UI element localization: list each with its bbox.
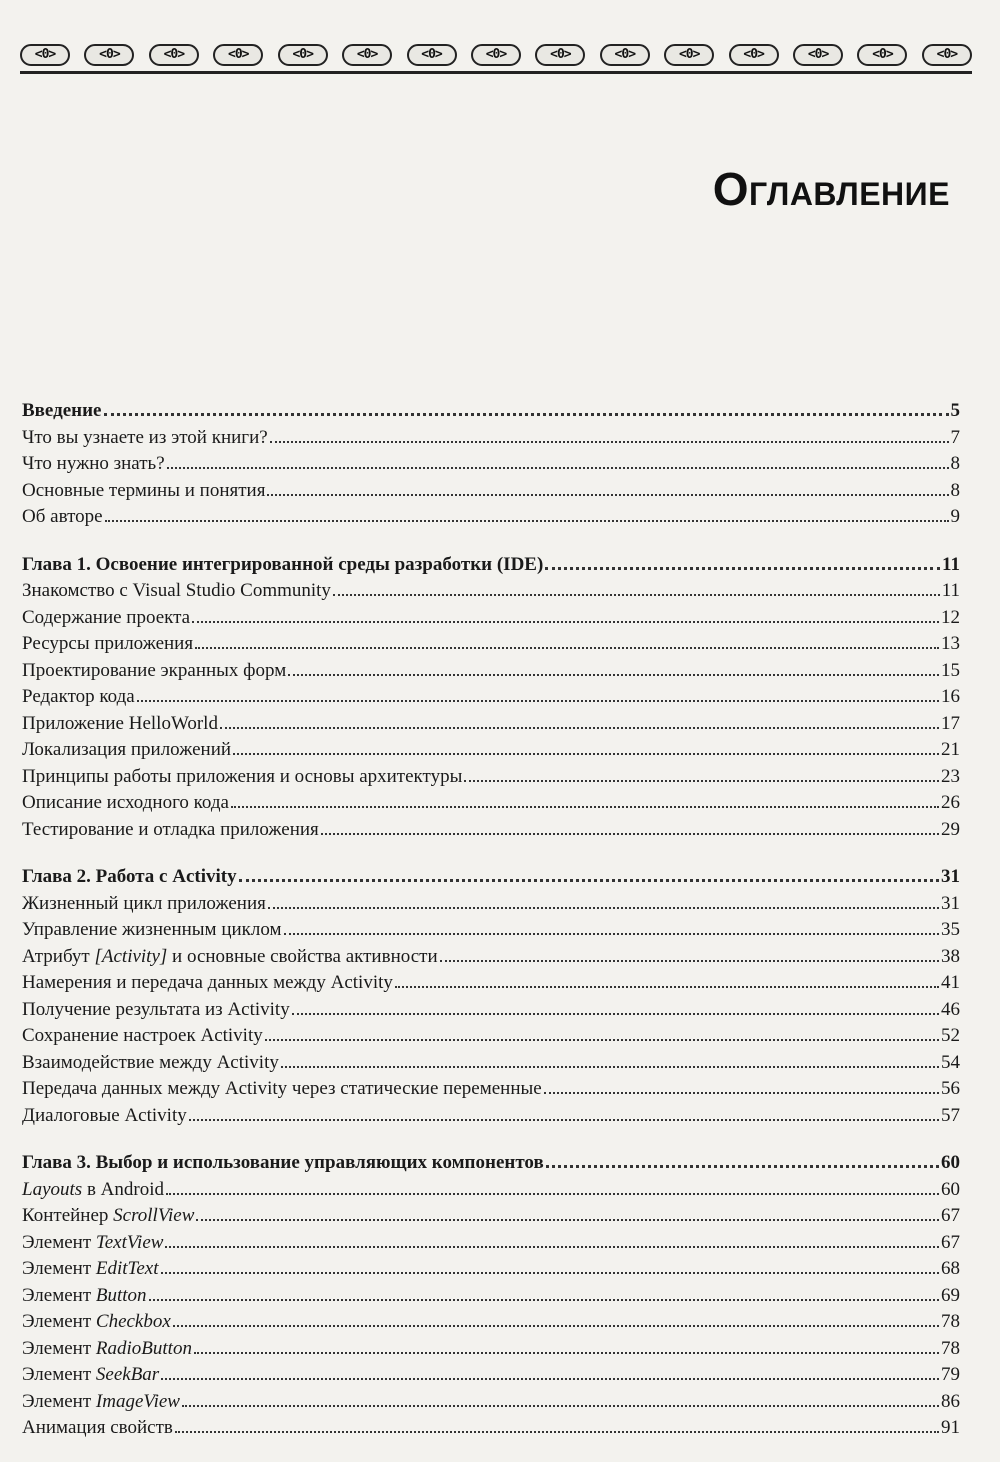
toc-dot-leader [395, 986, 939, 988]
toc-entry-title [22, 1285, 147, 1307]
toc-chapter-heading[interactable] [22, 554, 960, 581]
section-gap [22, 845, 960, 866]
toc-page-number: 23 [941, 765, 960, 787]
toc-entry-title [22, 1311, 171, 1333]
toc-entry-title: Жизненный цикл приложения [22, 892, 266, 914]
toc-entry[interactable] [22, 1205, 960, 1232]
toc-page-number: 56 [941, 1078, 960, 1099]
toc-entry[interactable] [22, 506, 960, 533]
toc-dot-leader [137, 700, 939, 702]
toc-dot-leader [268, 907, 939, 909]
toc-entry-title: Глава 2. Работа с Activity [22, 866, 237, 887]
toc-page-number: 31 [941, 866, 960, 887]
toc-entry-title-prefix: Элемент [22, 1311, 96, 1332]
toc-dot-leader [182, 1405, 939, 1407]
toc-dot-leader [166, 1193, 939, 1195]
toc-dot-leader [284, 933, 939, 935]
toc-entry[interactable] [22, 427, 960, 454]
toc-entry[interactable] [22, 1078, 960, 1105]
header-ornament: <0> [84, 44, 134, 66]
header-ornament: <0> [664, 44, 714, 66]
toc-dot-leader [104, 413, 949, 416]
toc-page-number: 68 [941, 1258, 960, 1279]
toc-page-number: 79 [941, 1364, 960, 1385]
toc-entry[interactable] [22, 580, 960, 607]
toc-dot-leader [464, 780, 939, 782]
toc-entry[interactable] [22, 453, 960, 480]
toc-page-number: 17 [941, 712, 960, 734]
toc-entry-title-prefix: Атрибут [22, 945, 95, 967]
toc-page-number: 31 [941, 892, 960, 914]
toc-entry[interactable] [22, 1025, 960, 1052]
toc-dot-leader [220, 727, 939, 729]
header-ornament: <0> [342, 44, 392, 66]
toc-dot-leader [265, 1039, 939, 1041]
toc-entry[interactable] [22, 1338, 960, 1365]
toc-page-number: 41 [941, 972, 960, 993]
header-ornament: <0> [793, 44, 843, 66]
toc-entry[interactable] [22, 1391, 960, 1418]
toc-page-number: 12 [941, 606, 960, 628]
toc-entry-title: Проектирование экранных форм [22, 659, 287, 681]
toc-entry-title-emphasis: Button [95, 1284, 147, 1306]
toc-dot-leader [546, 1165, 939, 1168]
toc-entry-title-emphasis: EditText [95, 1258, 159, 1279]
header-ornament: <0> [535, 44, 585, 66]
toc-entry[interactable] [22, 1285, 960, 1312]
toc-page-number: 67 [941, 1205, 960, 1226]
toc-dot-leader [105, 520, 949, 522]
toc-entry-title: Глава 1. Освоение интегрированной среды разработки (IDE) [22, 553, 544, 575]
toc-page-number: 35 [941, 919, 960, 940]
toc-entry-title: Тестирование и отладка приложения [22, 818, 319, 840]
toc-entry-title-prefix: Элемент [22, 1231, 96, 1253]
toc-entry-title-emphasis: Layouts [22, 1178, 83, 1200]
toc-entry-title: Что вы узнаете из этой книги? [22, 426, 268, 448]
header-ornament: <0> [20, 44, 70, 66]
toc-page-number: 5 [950, 400, 960, 421]
header-ornament: <0> [149, 44, 199, 66]
toc-dot-leader [281, 1066, 939, 1068]
toc-page-number: 29 [941, 818, 960, 840]
toc-dot-leader [175, 1431, 939, 1433]
toc-dot-leader [292, 1013, 939, 1015]
toc-entry-title-suffix: в Android [82, 1178, 164, 1200]
toc-entry-title: Управление жизненным циклом [22, 919, 282, 940]
toc-entry-title: Взаимодействие между Activity [22, 1051, 279, 1073]
header-rule [20, 71, 972, 74]
toc-entry-title [22, 1258, 159, 1280]
toc-dot-leader [267, 494, 948, 496]
toc-entry-title-prefix: Элемент [22, 1258, 96, 1279]
toc-page-number: 91 [941, 1417, 960, 1438]
toc-chapter-heading[interactable] [22, 866, 960, 893]
toc-entry-title-prefix: Элемент [22, 1390, 96, 1412]
toc-dot-leader [545, 567, 940, 570]
toc-page-number: 60 [941, 1178, 960, 1200]
toc-entry-title: Приложение HelloWorld [22, 712, 218, 734]
toc-entry-title-suffix: и основные свойства активности [167, 945, 438, 967]
toc-entry-title: Локализация приложений [22, 739, 232, 760]
section-gap [22, 533, 960, 554]
toc-page-number: 78 [941, 1337, 960, 1359]
header-ornament: <0> [278, 44, 328, 66]
toc-dot-leader [195, 647, 939, 649]
toc-page-number: 16 [941, 686, 960, 707]
toc-entry-title [22, 946, 438, 968]
toc-entry-title-prefix: Элемент [22, 1364, 96, 1385]
toc-entry[interactable] [22, 686, 960, 713]
header-ornament: <0> [857, 44, 907, 66]
toc-page-number: 26 [941, 792, 960, 813]
toc-entry-title-prefix: Элемент [22, 1284, 96, 1306]
toc-entry-title-prefix: Контейнер [22, 1205, 114, 1226]
toc-entry-title-emphasis: SeekBar [95, 1364, 160, 1385]
toc-page-number: 8 [950, 453, 960, 474]
header-ornament: <0> [471, 44, 521, 66]
toc-entry-title: Принципы работы приложения и основы архитектуры [22, 765, 463, 787]
toc-entry[interactable] [22, 1052, 960, 1079]
toc-entry-title: Сохранение настроек Activity [22, 1025, 263, 1046]
toc-dot-leader [321, 833, 939, 835]
toc-chapter-heading[interactable] [22, 1152, 960, 1179]
toc-dot-leader [270, 441, 949, 443]
toc-dot-leader [288, 674, 939, 676]
toc-page-number: 7 [950, 426, 960, 448]
toc-dot-leader [173, 1325, 939, 1327]
toc-entry-title [22, 1364, 159, 1386]
page-title: Оглавление [712, 163, 950, 215]
toc-entry-title [22, 1338, 192, 1360]
toc-dot-leader [239, 879, 939, 882]
toc-page-number: 69 [941, 1284, 960, 1306]
toc-page-number: 11 [941, 580, 960, 601]
toc-entry-title: Диалоговые Activity [22, 1104, 187, 1126]
toc-entry-title [22, 1179, 164, 1201]
toc-dot-leader [167, 467, 949, 469]
section-gap [22, 1131, 960, 1152]
header-band [20, 36, 972, 76]
toc-page-number: 46 [941, 998, 960, 1020]
toc-dot-leader [189, 1119, 939, 1121]
toc-entry-title: Редактор кода [22, 686, 135, 707]
toc-entry-title: Содержание проекта [22, 606, 191, 628]
toc-dot-leader [333, 594, 940, 596]
toc-entry[interactable] [22, 607, 960, 634]
toc-entry[interactable] [22, 1417, 960, 1444]
toc-dot-leader [231, 806, 939, 808]
toc-entry-title: Передача данных между Activity через статические переменные [22, 1078, 542, 1099]
toc-entry-title: Намерения и передача данных между Activity [22, 972, 393, 993]
toc-chapter-heading[interactable] [22, 400, 960, 427]
toc-entry-title [22, 1205, 194, 1227]
toc-entry-title: Анимация свойств [22, 1417, 173, 1438]
toc-dot-leader [544, 1092, 939, 1094]
toc-dot-leader [161, 1272, 939, 1274]
toc-page-number: 15 [941, 659, 960, 681]
toc-dot-leader [192, 621, 939, 623]
toc-entry[interactable] [22, 893, 960, 920]
header-ornament: <0> [213, 44, 263, 66]
toc-dot-leader [440, 960, 939, 962]
toc-entry-title [22, 1232, 163, 1254]
toc-page-number: 8 [950, 479, 960, 501]
toc-page-number: 9 [950, 506, 960, 527]
toc-entry-title: Основные термины и понятия [22, 479, 266, 501]
toc-entry-title: Получение результата из Activity [22, 998, 290, 1020]
toc-entry[interactable] [22, 972, 960, 999]
toc-page-number: 86 [941, 1390, 960, 1412]
toc-entry-title: Описание исходного кода [22, 792, 229, 813]
toc-entry[interactable] [22, 1364, 960, 1391]
toc-entry-title: Об авторе [22, 506, 103, 527]
toc-entry[interactable] [22, 792, 960, 819]
toc-entry[interactable] [22, 1311, 960, 1338]
toc-entry-title-emphasis: ImageView [95, 1390, 180, 1412]
toc-entry-title: Что нужно знать? [22, 453, 165, 474]
toc-entry-title: Ресурсы приложения [22, 633, 194, 654]
toc-entry-title-prefix: Элемент [22, 1337, 96, 1359]
toc-page-number: 67 [941, 1231, 960, 1253]
toc-dot-leader [149, 1299, 939, 1301]
toc-entry[interactable] [22, 480, 960, 507]
header-ornament: <0> [600, 44, 650, 66]
toc-entry-title [22, 1391, 180, 1413]
header-ornament: <0> [729, 44, 779, 66]
toc-page-number: 21 [941, 739, 960, 760]
toc-entry[interactable] [22, 739, 960, 766]
toc-entry-title: Глава 3. Выбор и использование управляющих компонентов [22, 1152, 544, 1173]
header-ornament: <0> [407, 44, 457, 66]
toc-page-number: 13 [941, 633, 960, 654]
header-ornaments [20, 42, 972, 68]
toc-dot-leader [161, 1378, 939, 1380]
toc-entry[interactable] [22, 1105, 960, 1132]
toc-entry[interactable] [22, 660, 960, 687]
toc-entry-title: Знакомство с Visual Studio Community [22, 580, 331, 601]
toc-dot-leader [194, 1352, 939, 1354]
table-of-contents [22, 400, 960, 1444]
toc-entry[interactable] [22, 633, 960, 660]
toc-page-number: 52 [941, 1025, 960, 1046]
toc-entry[interactable] [22, 713, 960, 740]
toc-entry[interactable] [22, 1179, 960, 1206]
toc-entry-title-emphasis: RadioButton [95, 1337, 192, 1359]
toc-page-number: 60 [941, 1152, 960, 1173]
toc-entry[interactable] [22, 946, 960, 973]
toc-entry-title: Введение [22, 400, 102, 421]
header-ornament: <0> [922, 44, 972, 66]
toc-dot-leader [196, 1219, 939, 1221]
toc-entry-title-emphasis: Checkbox [95, 1311, 171, 1332]
toc-dot-leader [233, 753, 939, 755]
toc-entry[interactable] [22, 999, 960, 1026]
toc-entry[interactable] [22, 1232, 960, 1259]
toc-page-number: 38 [941, 945, 960, 967]
toc-page-number: 54 [941, 1051, 960, 1073]
toc-entry-title-emphasis: ScrollView [113, 1205, 195, 1226]
toc-entry[interactable] [22, 819, 960, 846]
toc-page-number: 11 [942, 553, 960, 575]
toc-entry-title-emphasis: TextView [95, 1231, 164, 1253]
toc-page-number: 78 [941, 1311, 960, 1332]
toc-entry-title-emphasis: [Activity] [94, 945, 168, 967]
toc-page-number: 57 [941, 1104, 960, 1126]
toc-dot-leader [165, 1246, 939, 1248]
toc-entry[interactable] [22, 919, 960, 946]
toc-entry[interactable] [22, 1258, 960, 1285]
toc-entry[interactable] [22, 766, 960, 793]
